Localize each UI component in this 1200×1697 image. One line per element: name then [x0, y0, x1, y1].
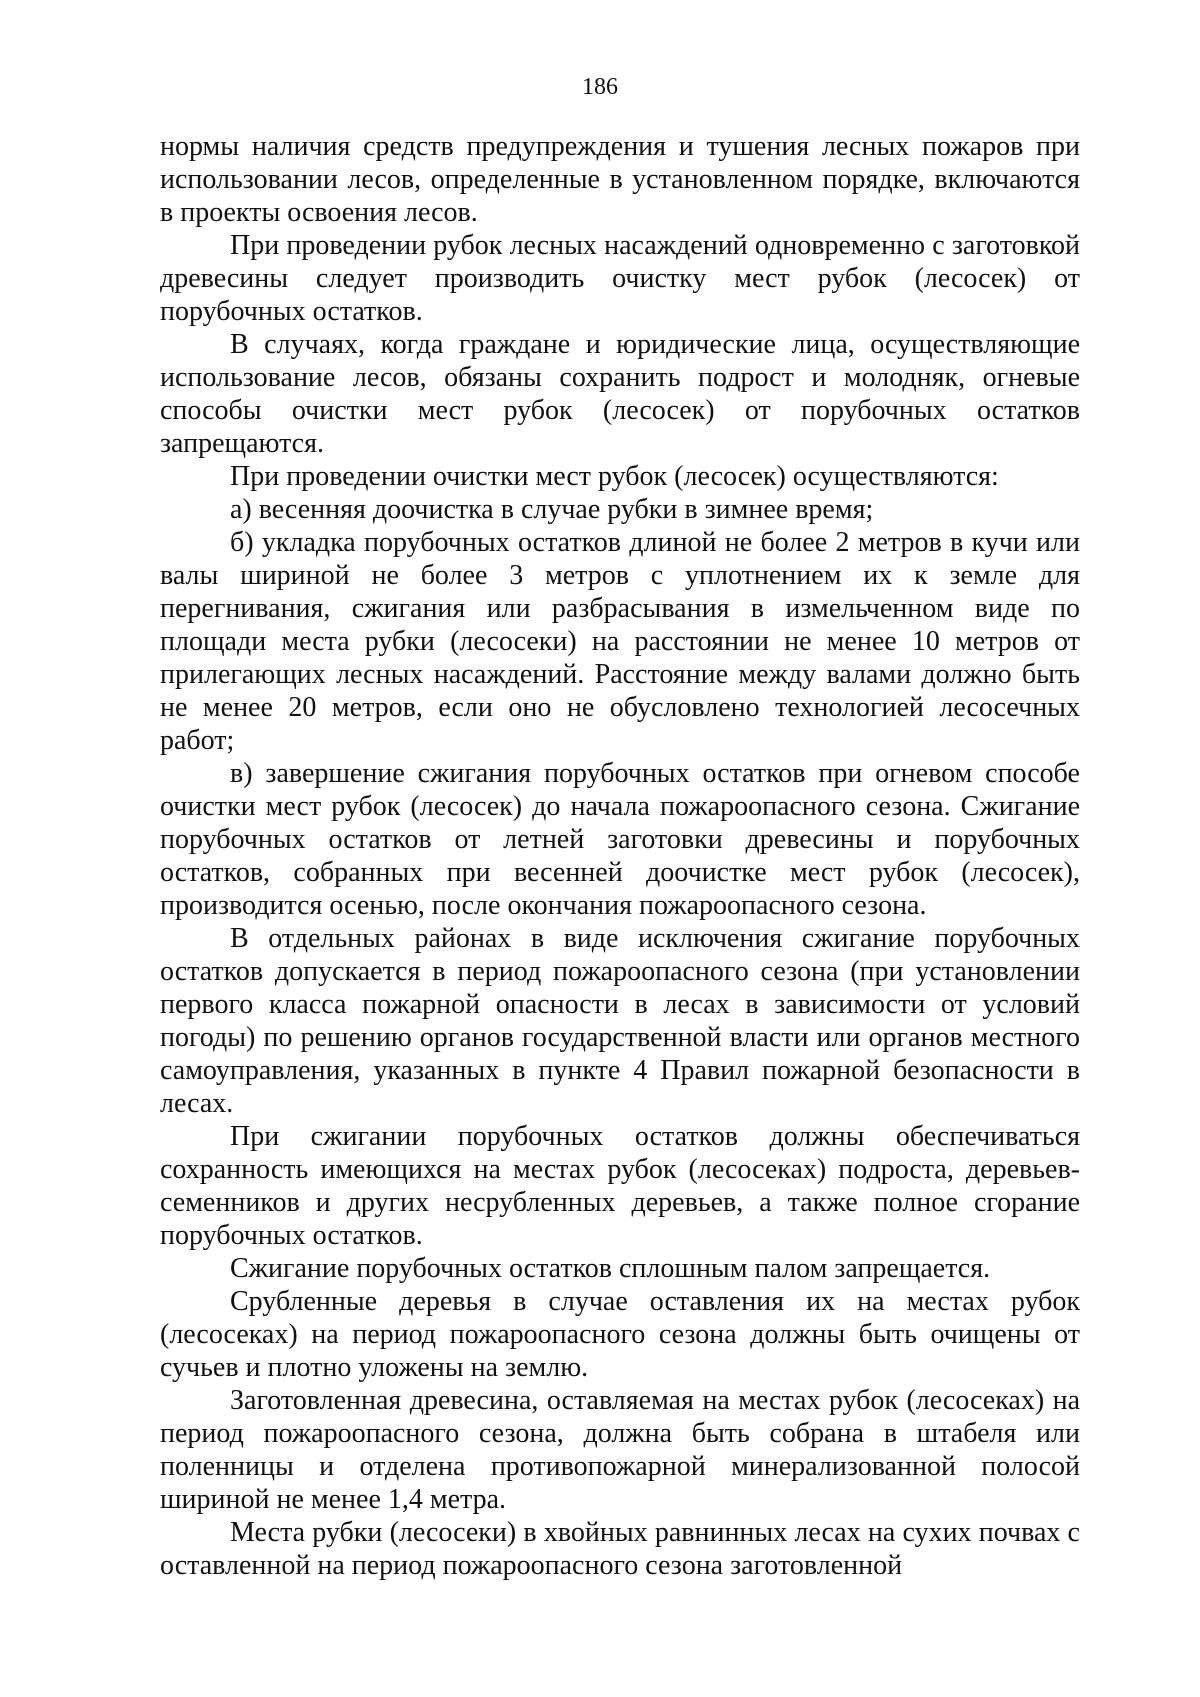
paragraph: Места рубки (лесосеки) в хвойных равнинных лесах на сухих почвах с оставленной на период пожароопасного сезона заготовленной — [160, 1517, 1080, 1581]
paragraph: При проведении очистки мест рубок (лесосек) осуществляются: — [230, 461, 999, 492]
list-item-b: б) укладка порубочных остатков длиной не более 2 метров в кучи или валы шириной не более 3 метров с уплотнением их к земле для перегнивания, сжигания или разбрасывания в измельченном виде по площади места рубки (лесосеки) на расстоянии не менее 10 метров от прилегающих лесных насаждений. Расстояние между валами должно быть не менее 20 метров, если оно не обусловлено технологией лесосечных работ; — [160, 527, 1080, 756]
paragraph: Заготовленная древесина, оставляемая на местах рубок (лесосеках) на период пожароопасного сезона, должна быть собрана в штабеля или поленницы и отделена противопожарной минерализованной полосой шириной не менее 1,4 метра. — [160, 1385, 1080, 1515]
paragraph: При проведении рубок лесных насаждений одновременно с заготовкой древесины следует производить очистку мест рубок (лесосек) от порубочных остатков. — [160, 230, 1080, 327]
paragraph: нормы наличия средств предупреждения и тушения лесных пожаров при использовании лесов, определенные в установленном порядке, включаются в проекты освоения лесов. — [160, 131, 1080, 228]
list-item-c: в) завершение сжигания порубочных остатков при огневом способе очистки мест рубок (лесосек) до начала пожароопасного сезона. Сжигание порубочных остатков от летней заготовки древесины и порубочных остатков, собранных при весенней доочистке мест рубок (лесосек), производится осенью, после окончания пожароопасного сезона. — [160, 758, 1080, 921]
paragraph: В случаях, когда граждане и юридические лица, осуществляющие использование лесов, обязаны сохранить подрост и молодняк, огневые способы очистки мест рубок (лесосек) от порубочных остатков запрещаются. — [160, 329, 1080, 459]
paragraph: В отдельных районах в виде исключения сжигание порубочных остатков допускается в период пожароопасного сезона (при установлении первого класса пожарной опасности в лесах в зависимости от условий погоды) по решению органов государственной власти или органов местного самоуправления, указанных в пункте 4 Правил пожарной безопасности в лесах. — [160, 923, 1080, 1119]
paragraph: Сжигание порубочных остатков сплошным палом запрещается. — [230, 1253, 991, 1284]
paragraph: При сжигании порубочных остатков должны обеспечиваться сохранность имеющихся на местах рубок (лесосеках) подроста, деревьев-семенников и других несрубленных деревьев, а также полное сгорание порубочных остатков. — [160, 1121, 1080, 1251]
paragraph: Срубленные деревья в случае оставления их на местах рубок (лесосеках) на период пожароопасного сезона должны быть очищены от сучьев и плотно уложены на землю. — [160, 1286, 1080, 1383]
document-body — [160, 130, 1080, 1582]
list-item-a: а) весенняя доочистка в случае рубки в зимнее время; — [230, 494, 874, 525]
page-number: 186 — [582, 74, 618, 100]
